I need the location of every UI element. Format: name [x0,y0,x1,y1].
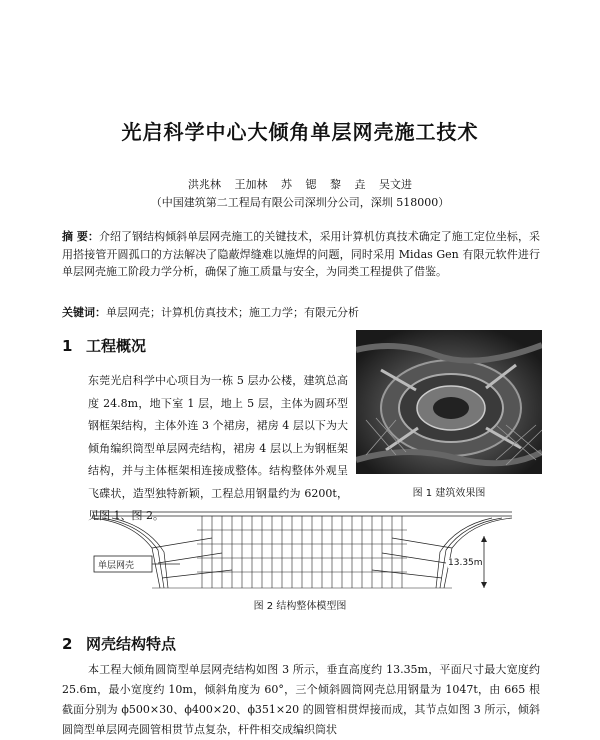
abstract [62,228,540,281]
section-2-body: 本工程大倾角圆筒型单层网壳结构如图 3 所示，垂直高度约 13.35m，平面尺寸最大宽度约 25.6m，最小宽度约 10m，倾斜角度为 60°，三个倾斜圆筒网壳总用钢量为 1047t，由 665 根截面分别为 ϕ500×30、ϕ400×20、ϕ351×20 的圆管相贯焊接而成，其节点如图 3 所示，倾斜圆筒型单层网壳圆管相贯节点复杂，杆件相交成编织筒状 [62,663,540,736]
authors: 洪兆林 王加林 苏 锶 黎 垚 吴文进 [188,178,412,191]
callout-label: 单层网壳 [98,558,134,571]
section-1-paragraph: 东莞光启科学中心项目为一栋 5 层办公楼，建筑总高度 24.8m，地下室 1 层，地上 5 层，主体为圆环型钢框架结构，主体外连 3 个裙房，裙房 4 层以下为大倾角编织筒型单层网壳结构，裙房 4 层以上为钢框架结构，并与主体框架相连接成整体。结构整体外观呈飞碟状，造型独特新颖，工程总用钢量约为 6200t，见图 1、图 2。 [88,374,348,522]
abstract-label: 摘 要： [62,230,99,243]
section-2-title: 网壳结构特点 [86,635,177,653]
section-2-number: 2 [62,635,73,653]
section-1-title: 工程概况 [86,337,147,355]
keywords-label: 关键词： [62,306,106,319]
figure-2-caption: 图 2 结构整体模型图 [253,601,347,612]
structure-model-drawing [92,508,512,592]
figure-2-diagram [92,508,512,592]
section-1-number: 1 [62,337,73,355]
figure-1-photo [356,330,542,474]
paper-title: 光启科学中心大倾角单层网壳施工技术 [121,120,479,144]
section-2-heading [62,633,176,654]
dimension-arrow-bottom [481,582,487,588]
dimension-label: 13.35m [448,558,483,568]
building-render-image [356,330,542,474]
abstract-text: 介绍了钢结构倾斜单层网壳施工的关键技术，采用计算机仿真技术确定了施工定位坐标，采用搭接管开圆孤口的方法解决了隐蔽焊缝难以施焊的问题，同时采用 Midas Gen 有限元软件进行单层网壳施工阶段力学分析，确保了施工质量与安全，为同类工程提供了借鉴。 [62,230,540,278]
figure-1-caption: 图 1 建筑效果图 [412,488,486,499]
keywords [62,304,540,320]
affiliation: （中国建筑第二工程局有限公司深圳分公司，深圳 518000） [150,196,450,209]
dimension-arrow-top [481,536,487,542]
section-1-heading [62,335,146,356]
section-1-body [88,370,348,528]
keywords-text: 单层网壳；计算机仿真技术；施工力学；有限元分析 [106,306,359,319]
